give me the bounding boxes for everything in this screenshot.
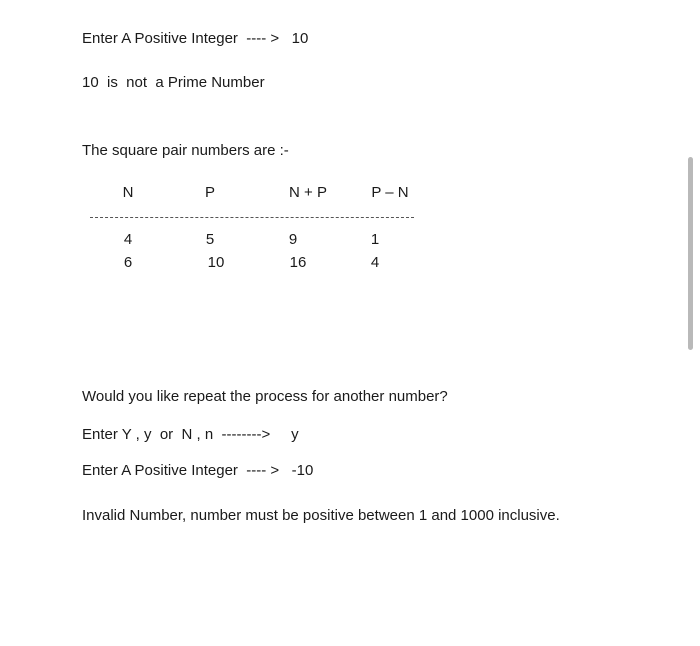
repeat-question: Would you like repeat the process for another number? [82,388,448,405]
table-divider [90,217,414,218]
vertical-scrollbar-thumb[interactable] [688,157,693,350]
table-cell: 16 [289,254,307,271]
pairs-heading: The square pair numbers are :- [82,142,289,159]
prime-result: 10 is not a Prime Number [82,74,265,91]
integer-prompt-1: Enter A Positive Integer ---- > 10 [82,30,309,47]
table-header-p-minus-n: P – N [371,184,409,201]
integer-prompt-2: Enter A Positive Integer ---- > -10 [82,462,314,479]
table-cell: 5 [205,231,215,248]
table-header-n-plus-p: N + P [289,184,327,201]
table-cell: 4 [370,254,380,271]
table-cell: 9 [288,231,298,248]
table-header-p: P [204,184,215,201]
table-header-n: N [122,184,134,201]
table-cell: 4 [123,231,133,248]
repeat-prompt: Enter Y , y or N , n --------> y [82,426,299,443]
table-cell: 1 [370,231,380,248]
table-cell: 6 [123,254,133,271]
error-message: Invalid Number, number must be positive between 1 and 1000 inclusive. [82,507,560,524]
table-cell: 10 [207,254,225,271]
